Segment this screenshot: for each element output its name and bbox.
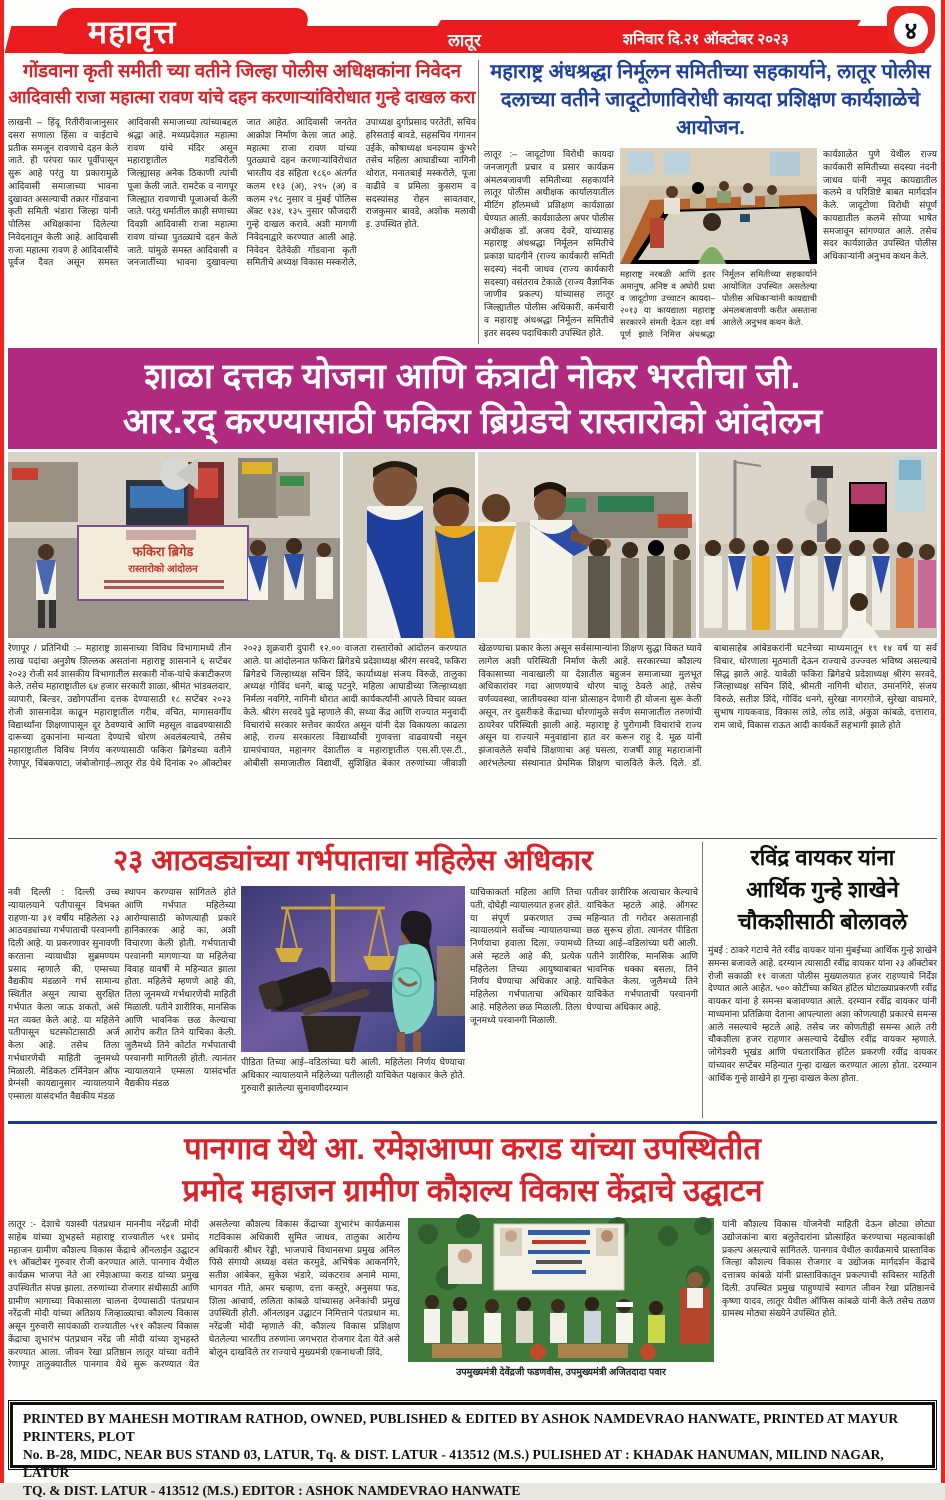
edition-date: शनिवार दि.२१ ऑक्टोबर २०२३ <box>623 31 789 48</box>
abortion-col4: पतीवर शारीरिक अत्याचार केल्याचे याचिकेत म्हटले आहे. ऑगस्ट महिन्यात ती गरोदर असतानाही छळ सुरूच होता. त्यानंतर पीडिता तिच्या आई–वडिलांच्या घरी आली. पतीने शारीरिक, मानसिक आणि भावनिक धक्का बसला, तिने याचिकेत केला. जुलैमध्ये तिने याचिकेत गर्भपाताची परवानगी घेण्याचा अधिकार आहे. <box>586 887 698 1012</box>
gondwana-body: लाखनी – हिंदू रितीरीवाजानुसार दसरा सणाला हिंसा व वाईटाचे प्रतीक समजून रावणाचे दहन केले जाते. ही परंपरा फार पूर्वीपासून सुरू आहे परंतु या प्रकारामुळे आदिवासी समाजाच्या भावना दुखावत असल्याची तक्रार गोंडवाना कृती समिती भंडारा जिल्हा यांनी पोलिस अधिक्षकांना दिलेल्या निवेदनातून केली आहे. आदिवासी राजा महात्मा रावण हे आदिवासींचे पूर्वज दैवत असून समस्त आदिवासी समाजाच्या त्यांच्याबद्दल श्रद्धा आहे. मध्यप्रदेशात महात्मा रावण यांचे मंदिर असून महाराष्ट्रातील गडचिरोली जिल्ह्यासह अनेक ठिकाणी त्यांची पूजा केली जाते. रामटेक व नागपूर जिल्ह्यात रावणाची पूजाअर्चा केली जाते. परंतु धर्मातील काही सणाच्या दिवशी आदिवासी राजा महात्मा रावण यांच्या पुतळ्याचे दहन केले जाते. यांमुळे समस्त आदिवासी व जनजातींच्या भावना दुखावल्या जात आहेत. आदिवासी जनतेत आक्रोश निर्माण केला जात आहे. महात्मा राजा रावण यांच्या पुतळ्याचे दहन करणाऱ्यांविरोधात भारतीय दंड संहिता १८६० अंतर्गत कलम ११३ (अ), २९५ (अ) व कलम २९८ नुसार व मुंबई पोलिस ॲक्ट १३४, १३५ नुसार फौजदारी गुन्हे दाखल करावे. अशी मागणी निवेदनाद्वारे करण्यात आली आहे. निवेदन देतेवेळी गोंडवाना कृती समितीचे अध्यक्ष विकास मस्करोले, उपाध्यक्ष दुर्गाप्रसाद परतेती, सचिव हरिसताई बावडे, सहसचिव गंगानन उईके, कोषाध्यक्ष धनश्याम कुंभरे तसेच महिला आघाडीच्या नागिनी थोरात, मनातबाई मस्करोले, पूजा वाढीवे व प्रमिला कुसराम व सदस्यांसह रोहन सावतवार, राजकुमार बावडे, अशोक मलावी इ. उपस्थित होते. <box>8 117 476 268</box>
column-divider-middle <box>702 842 703 1118</box>
blue-divider <box>8 1121 937 1124</box>
fakira-headline-line2: आर.रद् करण्यासाठी फकिरा ब्रिग्रेडचे रास्तारोको आंदोलन <box>122 402 823 441</box>
abortion-headline: २३ आठवड्यांच्या गर्भपाताचा महिलेस अधिकार <box>113 845 593 877</box>
waykar-headline-line2: आर्थिक गुन्हे शाखेने <box>746 877 899 902</box>
jadutona-col-right: कार्यशाळेत पुणे येथील राज्य कार्यकारी समितीच्या सदस्या नंदनी जाधव यांनी नमूद कायद्यातील कलमे व परिशिष्टे बाबत मार्गदर्शन केले. जादूटोणा विरोधी संपूर्ण कायद्यातील कलमे सोप्या भाषेत समजावून सांगण्यात आले. तसेच सदर कार्यशाळेत उपस्थित पोलीस अधिकाऱ्यांनी अनुभव कथन केले. <box>823 149 937 262</box>
abortion-col3: याचिकाकर्ता महिला आणि तिचा पती, दोघेही न्यायालयात हजर होते. या संपूर्ण प्रकरणात उच्च न्यायालयाने सर्वोच्च न्यायालयाच्या निर्णयाचा हवाला दिला, ज्यामध्ये असे म्हटले आहे की, प्रत्येक महिलेला तिच्या आयुष्याबाबत निर्णय घेण्याचा अधिकार आहे. महिलेला गर्भपाताचा अधिकार आहे. महिलेला छळ मिळाली. तिला जूनमध्ये परवानगी मिळाली. <box>470 887 582 1025</box>
gondwana-headline-line1: गोंडवाना कृती समीती च्या वतीने जिल्हा पोलीस अधिक्षकांना निवेदन <box>22 60 462 81</box>
jadutona-headline-line2: दलाच्या वतीने जादूटोणाविरोधी कायदा प्रशिक्षण कार्यशाळेचे आयोजन. <box>500 89 921 139</box>
left-red-border <box>0 0 4 1483</box>
panagaon-headline-line2: प्रमोद महाजन ग्रामीण कौशल्य विकास केंद्राचे उद्घाटन <box>182 1173 763 1208</box>
protest-closeup-photo <box>343 452 475 638</box>
waykar-headline-line1: रविंद्र वायकर यांना <box>750 845 895 870</box>
article-abortion <box>8 842 698 1120</box>
protest-photo-strip <box>8 452 937 638</box>
jadutona-photo-below-text: महाराष्ट्र नरबळी आणि इतर अमानुष, अनिष्ट व अघोरी प्रथा व जादूटोणा उच्चाटन कायदा– २०१३ या कायद्याला महाराष्ट्र सरकारने संमती देऊन दहा वर्ष पूर्ण झाले निमित्त अंधश्रद्धा निर्मूलन समितीच्या सहकार्याने आयोजित उपस्थित असलेल्या पोलीस अधिकाऱ्यांनी कायद्याची अंमलबजावणी करीत असताना आलेले अनुभव कथन केले. <box>620 269 817 340</box>
stage-photo-caption: उपमुख्यमंत्री देवेंद्रजी फडणवीस, उपमुख्यमंत्री अजितदादा पवार <box>456 1367 666 1378</box>
svg-text:रास्तारोको आंदोलन: रास्तारोको आंदोलन <box>128 564 198 575</box>
imprint-footer <box>10 1402 935 1498</box>
protest-group-photo <box>699 452 937 638</box>
gondwana-headline-line2: आदिवासी राजा महात्मा रावण यांचे दहन करणाऱ्यांविरोधात गुन्हे दाखल करा <box>8 87 476 107</box>
abortion-col1: नवी दिल्ली : दिल्ली उच्च न्यायालयाने पतीपासून विभक्त राहणा-या ३१ वर्षीय महिलेला २३ आठवड्यांच्या गर्भपाताची परवानगी दिली आहे. या प्रकरणावर सुनावणी करताना न्यायाधीश सुब्रमण्यम प्रसाद म्हणाले की, एम्सच्या वैद्यकीय मंडळाने गर्भ सामान्य स्थितीत असून त्याचा सुरक्षित गर्भपात केला जाऊ शकतो, असे मत व्यक्त केले आहे. या महिलेने पतीपासून घटस्फोटासाठी अर्ज केला आहे. तसेच तिला गर्भधारणेची माहिती जूनमध्ये मिळाली. मेडिकल टर्मिनेशन ऑफ प्रेग्नंसी कायद्यानुसार न्यायालयाने एम्साला यासंदर्भात वैद्यकीय मंडळ <box>8 887 120 1102</box>
section-divider <box>8 838 937 839</box>
waykar-headline-line3: चौकशीसाठी बोलावले <box>737 909 908 934</box>
masthead <box>8 2 937 56</box>
fakira-headline-line1: शाळा दत्तक योजना आणि कंत्राटी नोकर भरतीचा जी. <box>144 357 801 396</box>
paper-name: महावृत्त <box>88 14 177 50</box>
right-red-border <box>941 0 945 1483</box>
protest-banner-photo <box>8 452 340 638</box>
article-jadutona <box>484 58 937 346</box>
edition-city: लातूर <box>448 31 481 50</box>
article-waykar <box>708 842 937 1120</box>
article-panagaon <box>8 1128 937 1396</box>
imprint-line3: TQ. & DIST. LATUR - 413512 (M.S.) EDITOR : ASHOK NAMDEVRAO HANWATE <box>23 1483 521 1498</box>
jadutona-col-left: लातूर :– जादूटोणा विरोधी कायदा जनजागृती प्रचार व प्रसार कार्यक्रम अंमलबजावणी समितीच्या सहकार्याने लातूर पोलीस अधीक्षक कार्यालयातील मीटिंग हॉलमध्ये प्रशिक्षण कार्यशाळा घेण्यात आली. कार्यशाळेला अपर पोलीस अधीक्षक डॉ. अजय देवरे, यांच्यासह महाराष्ट्र अंधश्रद्धा निर्मूलन समितीचे प्रकाश घादगीने (राज्य कार्यकारी समिती सदस्य) नंदनी जाधव (राज्य कार्यकारी सदस्या) वसंतराव टेकाळे (राज्य वैज्ञानिक जाणीव प्रकल्प) यांच्यासह लातूर जिल्ह्यातील पोलीस अधिकारी, कर्मचारी व महाराष्ट्र अंधश्रद्धा निर्मूलन समितीचे इतर सदस्य पदाधिकारी उपस्थित होते. <box>484 149 614 338</box>
jadutona-headline-line1: महाराष्ट्र अंधश्रद्धा निर्मूलन समितीच्या सहकार्याने, लातूर पोलीस <box>490 61 931 83</box>
abortion-under-image-text: पीडिता तिच्या आई–वडिलांच्या घरी आली. महिलेला निर्णय घेण्याचा अधिकार न्यायालयाने महिलेच्या पतीलाही याचिकेत पक्षकार केले होते. गुरुवारी झालेल्या सुनावणीदरम्यान <box>241 1057 465 1093</box>
panagaon-col-left: लातूर :- देशाचे यशस्वी पंतप्रधान माननीय नरेंद्रजी मोदी साहेब यांच्या शुभहस्ते महाराष्ट्र राज्यातील ५११ प्रमोद महाजन ग्रामीण कौशल्य विकास केंद्राचे ऑनलाईन उद्घाटन १९ ऑक्टोबर गुरुवार रोजी करण्यात आले. पानगाव येथील कार्यक्रम भाजपा नेते आ रमेशआप्पा कराड यांच्या प्रमुख उपस्थितीत संपन्न झाला. तरुणांच्या रोजगार संधीसाठी आणि ग्रामीण भागाच्या विकासाला चालना देण्यासाठी पंतप्रधान नरेंद्रजी मोदी यांच्या अतिशय जिव्हाळ्याचा कौशल्य विकास असून गुरुवारी सायंकाळी राज्यातील ५११ कौशल्य विकास केंद्राचा शुभारंभ पंतप्रधान नरेंद्र जी मोदी यांच्या शुभहस्ते करण्यात आला. जीवन रेखा प्रतिष्ठान लातूर यांच्या वतीने रेणापूर तालुक्यातील पानगाव येथे सुरू करण्यात येत असलेल्या कौशल्य विकास केंद्राच्या शुभारंभ कार्यक्रमास गटविकास अधिकारी सुमित जाधव, तालुका आरोग्य अधिकारी श्रीधर रेड्डी, भाजपाचे विधानसभा प्रमुख अनिल पिसे संगायो अध्यक्ष वसंत करमुडे, अभिषेक आकनगिरे, सतीश आंबेकर, सुकेश भंडारे, व्यंकटराव अनामे मामा, भागवत गीते, अमर चव्हाण, दत्ता कस्तुरे, अनुसया फड, शिला आचार्य, ललिता कांबळे यांच्यासह अनेकांची प्रमुख उपस्थिती होती. ऑनलाइन उद्घाटन निमित्ताने पंतप्रधान मा. नरेंद्रजी मोदी म्हणाले की, कौशल्य विकास प्रशिक्षण घेतलेल्या भारतीय तरुणांना जगभरात रोजगार देता येते असे बोलून दाखविले तर राज्याचे मुख्यमंत्री एकनाथजी शिंदे, <box>8 1219 400 1370</box>
meeting-room-photo <box>620 148 817 264</box>
abortion-col2: स्थापन करण्यास सांगितले होते आणि गर्भपात महिलेच्या आरोग्यासाठी कोणत्याही प्रकारे हानिकारक आहे का, अशी विचारणा केली होती. गर्भपाताची परवानगी मागणाऱ्या या महिलेचा विवाह यावर्षी मे महिन्यात झाला होता. महिलेचे म्हणणे आहे की, तिला जूनमध्ये गर्भधारणेची माहिती मिळाली. पतीने शारीरिक, मानसिक आणि भावनिक छळ केल्याचा आरोप करीत तिने याचिका केली. जुलैमध्ये तिने कोर्टात गर्भपाताची परवानगी मागितली होती. त्यानंतर न्यायालयाने एम्सला यासंदर्भात वैद्यकीय मंडळ <box>124 887 236 1089</box>
page-number: ४ <box>894 13 928 47</box>
protest-speaker-photo <box>478 452 696 638</box>
column-divider-top <box>478 60 479 344</box>
fakira-banner-headline <box>8 348 937 449</box>
svg-text:फकिरा ब्रिगेड: फकिरा ब्रिगेड <box>132 544 194 559</box>
article-gondwana <box>8 58 476 346</box>
imprint-line2: No. B-28, MIDC, NEAR BUS STAND 03, LATUR, Tq. & DIST. LATUR - 413512 (M.S.) PULISHED AT : KHADAK HANUMAN, MILIND NAGAR, LATUR <box>23 1447 884 1480</box>
panagaon-col-right: यांनी कौशल्य विकास योजनेची माहिती देऊन छोट्या छोट्या उद्योजकांना बारा बलुतेदारांना प्रोत्साहित करण्याचा महत्वाकांक्षी प्रकल्प असल्याचे सांगितले. पानगाव येथील कार्यक्रमाचे प्रास्ताविक जिल्हा कौशल्य विकास रोजगार व उद्योजक मार्गदर्शन केंद्राचे दत्तात्रय कांबळे यांनी प्रास्ताविकातून प्रकल्पाची सविस्तर माहिती दिली. उपस्थित प्रमुख पाहुण्यांचे स्वागत जीवन रेखा प्रतिष्ठानचे कृष्णा यादव, लातूर येथील ऑफिस कांबळे यांनी केले तसेच तळण ग्रामस्थ मोठ्या संख्येने उपस्थित होते. <box>722 1219 935 1319</box>
imprint-line1: PRINTED BY MAHESH MOTIRAM RATHOD, OWNED, PUBLISHED & EDITED BY ASHOK NAMDEVRAO HANWATE, PRINTED AT MAYUR PRINTERS, PLOT <box>23 1411 899 1444</box>
inauguration-stage-photo <box>408 1218 714 1362</box>
panagaon-headline-line1: पानगाव येथे आ. रमेशआप्पा कराड यांच्या उपस्थितीत <box>184 1131 761 1166</box>
justice-scales-illustration <box>241 886 465 1052</box>
waykar-body: मुंबई : ठाकरे गटाचे नेते रवींद्र वायकर यांना मुंबईच्या आर्थिक गुन्हे शाखेने समन्स बजावले आहे. दरम्यान त्यासाठी रवींद्र वायकर यांना २३ ऑक्टोबर रोजी सकाळी ११ वाजता पोलीस मुख्यालयात हजर राहण्याचे निर्देश देण्यात आले आहेत. ५०० कोटींच्या कथित हॉटेल घोटाळ्याप्रकरणी रवींद्र वायकर यांना हे समन्स बजावण्यात आले. दरम्यान रवींद्र वायकर यांनी माध्यमांना प्रतिक्रिया देताना आपल्याला अशा कोणत्याही प्रकारचे समन्स आले नसल्याचे म्हटले आहे. तसेच जर कोणतीही समन्स आले तरी चौकशीला हजर राहणार असल्याचे देखील रवींद्र वायकर म्हणाले. जोगेश्वरी भूखंड आणि पंचतारांकित हॉटेल प्रकरणी रवींद्र वायकर यांच्यावर सप्टेंबर महिन्यात गुन्हा दाखल करण्यात आला होता. दरम्यान आर्थिक गुन्हे शाखेने हा गुन्हा दाखल केला होता. <box>708 945 937 1083</box>
page-number-badge <box>887 6 935 54</box>
fakira-article-body: रेणापूर / प्रतिनिधी :– महाराष्ट्र शासनाच्या विविध विभागामध्ये तीन लाख पदांचा अनुशेष शिल्लक असतांना महाराष्ट्र शासनाने ६ सप्टेंबर २०२३ रोजी सर्व शासकीय विभागातील सरकारी नोक-यांचे कंत्राटीकरण केले, तसेच महाराष्ट्रातील ६४ हजार सरकारी शाळा, श्रीमंत भांडवलदार, व्यापारी, बिल्डर, उद्योगपतींना दत्तक देण्यासाठी १८ सप्टेंबर २०२३ रोजी शासनादेश काढून महाराष्ट्रातील गरीब, वंचित, मागासवर्गीय विद्यार्थ्यांना शिक्षणापासून दूर ठेवण्याचे आणि महसूल वाढवण्यासाठी दारूच्या दुकानांना मान्यता देण्याचे धोरण अवलंबल्याचे, तसेच महाराष्ट्रातील विविध निर्णय करण्यासाठी फकिरा ब्रिगेडच्या वतीने रेणापूर, चिंबकपाटा, जंबोजोगाई–लातूर रोड येथे दिनांक २० ऑक्टोबर २०२३ शुक्रवारी दुपारी १२.०० वाजता रास्तारोको आंदोलन करण्यात आले. या आंदोलनात फकिरा ब्रिगेडचे प्रदेशाध्यक्ष श्रीरंग सरवदे, फकिरा ब्रिगेडचे जिल्हाध्यक्ष सचिन शिंदे, कार्याध्यक्ष संजय विरुळे, तालुका अध्यक्ष गोविंद धनगे, बाळू पटनुरे, महिला आघाडीच्या जिल्हाध्यक्षा निर्मला नवगिरे, नागिनी थोरात आदी कार्यकर्त्यांनी आपले विचार व्यक्त केले. श्रीरंग सरवदे पुढे म्हणाले की, सध्या केंद्र आणि राज्यात मनुवादी विचारांचे सरकार सत्तेवर कार्यरत असून यांनी देश विकायला काढला आहे, राज्य सरकारला विद्यार्थ्यांची गुणवत्ता वाढवायची नसून ग्रामपंचायत, महानगर देशातील व महाराष्ट्रातील एस.सी.एस.टी., ओबीसी समाजातील विद्यार्थी, सुशिक्षित बेकार तरुणांच्या जीवाशी खेळण्याचा प्रकार केला असून सर्वसामान्यांना शिक्षण सुद्धा विकत घ्यावे लागेल अशी परिस्थिती निर्माण केली आहे. सरकारच्या कौशल्य विकासाच्या नावाखाली या देशातील बहुजन समाजाच्या मुलभूत अधिकारांवर गदा आणण्याचे धोरण चालू ठेवले आहे, तसेच वर्णव्यवस्था, जातीयवस्था यांना प्रोत्साहन देणारी ही योजना सुरू केली असून, तर दुसरीकडे केंद्राच्या धोरणांमुळे सर्वण समाजातील तरुणांची ठायरेवर परिस्थिती झाली आहे. महाराष्ट्र हे पुरोगामी विचारांचे राज्य असून या राज्याने मनुवाद्यांना हात वर करून राहू दे. मूळ यांनी झंजावलेले सर्वांचे शिक्षणाचा अहं घसला, राजर्षी शाहू महाराजांनी आरंभलेल्या संस्थानात प्रेममिक शिक्षण चालविले केले. दिले. डॉ. बाबासाहेब आंबेडकरांनी घटनेच्या माध्यमातून १९ १४ वर्ष या सर्व विचार, धोरणाला मूठमाती देऊन राज्याचे उज्ज्वल भविष्य असल्याचे सिद्ध झाले आहे. यावेळी फकिरा ब्रिगेडचे प्रदेशाध्यक्ष श्रीरंग सरवदे, जिल्हाध्यक्ष सचिन शिंदे, श्रीमती नागिनी थोरात, उमानगिरे, संजय विरुळे, सतीश शिंदे, गोविंद धनगे, सुरेखा नागरगोजे, सुरेखा वाघमारे, सुभाष गायकवाड, विकास लांडे, लोड लांडे, अंकुश कांबळे, दत्ताराव, राम जाधे, विकास राऊत आदी कार्यकर्ते सहभागी झाले होते <box>8 643 937 768</box>
